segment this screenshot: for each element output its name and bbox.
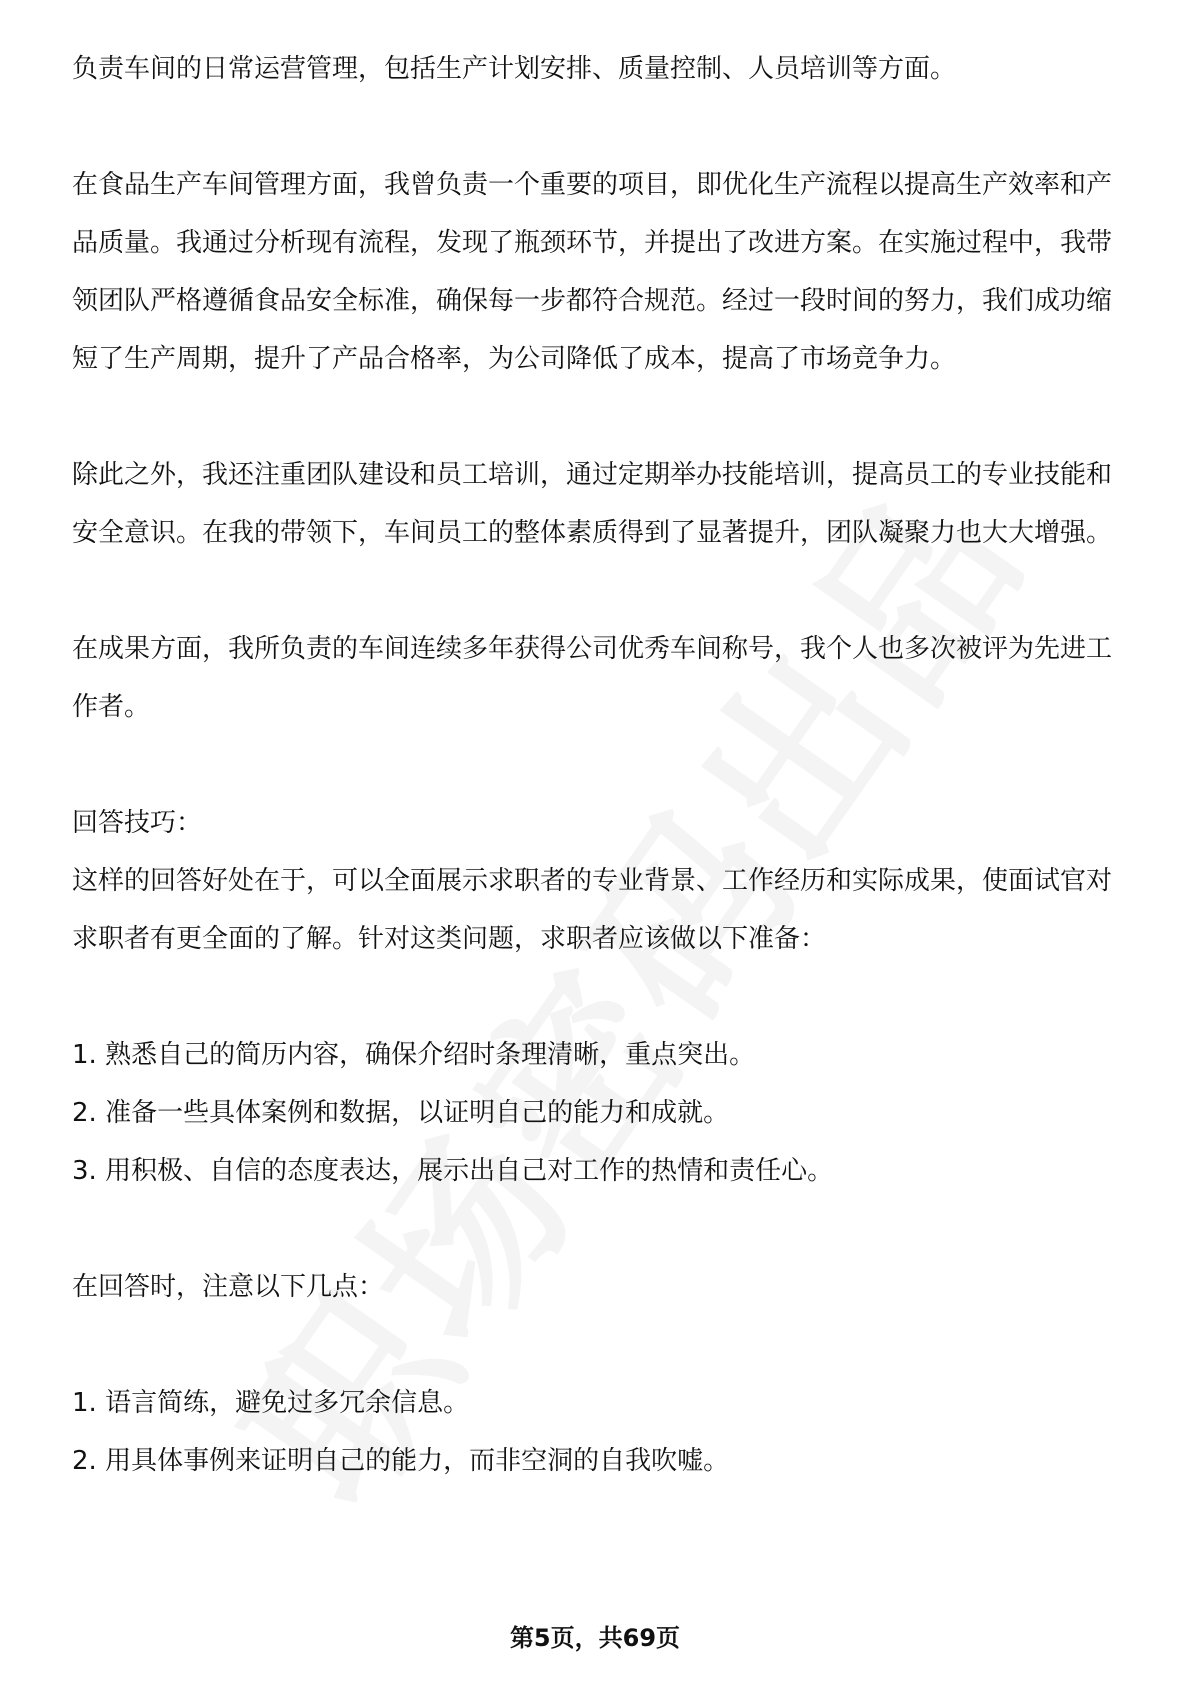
paragraph-achievements: 在成果方面，我所负责的车间连续多年获得公司优秀车间称号，我个人也多次被评为先进工作者。 (72, 634, 1113, 722)
notes-heading: 在回答时，注意以下几点： (72, 1272, 385, 1302)
paragraph-project: 在食品生产车间管理方面，我曾负责一个重要的项目，即优化生产流程以提高生产效率和产品质量。我通过分析现有流程，发现了瓶颈环节，并提出了改进方案。在实施过程中，我带领团队严格遵循食品安全标准，确保每一步都符合规范。经过一段时间的努力，我们成功缩短了生产周期，提升了产品合格率，为公司降低了成本，提高了市场竞争力。 (72, 170, 1113, 374)
prep-list-item: 1. 熟悉自己的简历内容，确保介绍时条理清晰，重点突出。 (72, 1040, 756, 1070)
note-list-item: 1. 语言简练，避免过多冗余信息。 (72, 1388, 470, 1418)
prep-list-item: 3. 用积极、自信的态度表达，展示出自己对工作的热情和责任心。 (72, 1156, 834, 1186)
document-body (72, 40, 1118, 1490)
page-number: 第5页，共69页 (509, 1624, 681, 1652)
note-list-item: 2. 用具体事例来证明自己的能力，而非空洞的自我吹嘘。 (72, 1446, 730, 1476)
paragraph-responsibilities: 负责车间的日常运营管理，包括生产计划安排、质量控制、人员培训等方面。 (72, 54, 957, 84)
prep-list-item: 2. 准备一些具体案例和数据，以证明自己的能力和成就。 (72, 1098, 730, 1128)
paragraph-team-building: 除此之外，我还注重团队建设和员工培训，通过定期举办技能培训，提高员工的专业技能和安全意识。在我的带领下，车间员工的整体素质得到了显著提升，团队凝聚力也大大增强。 (72, 460, 1113, 548)
tips-heading: 回答技巧： (72, 808, 203, 838)
tips-intro: 这样的回答好处在于，可以全面展示求职者的专业背景、工作经历和实际成果，使面试官对求职者有更全面的了解。针对这类问题，求职者应该做以下准备： (72, 866, 1113, 954)
